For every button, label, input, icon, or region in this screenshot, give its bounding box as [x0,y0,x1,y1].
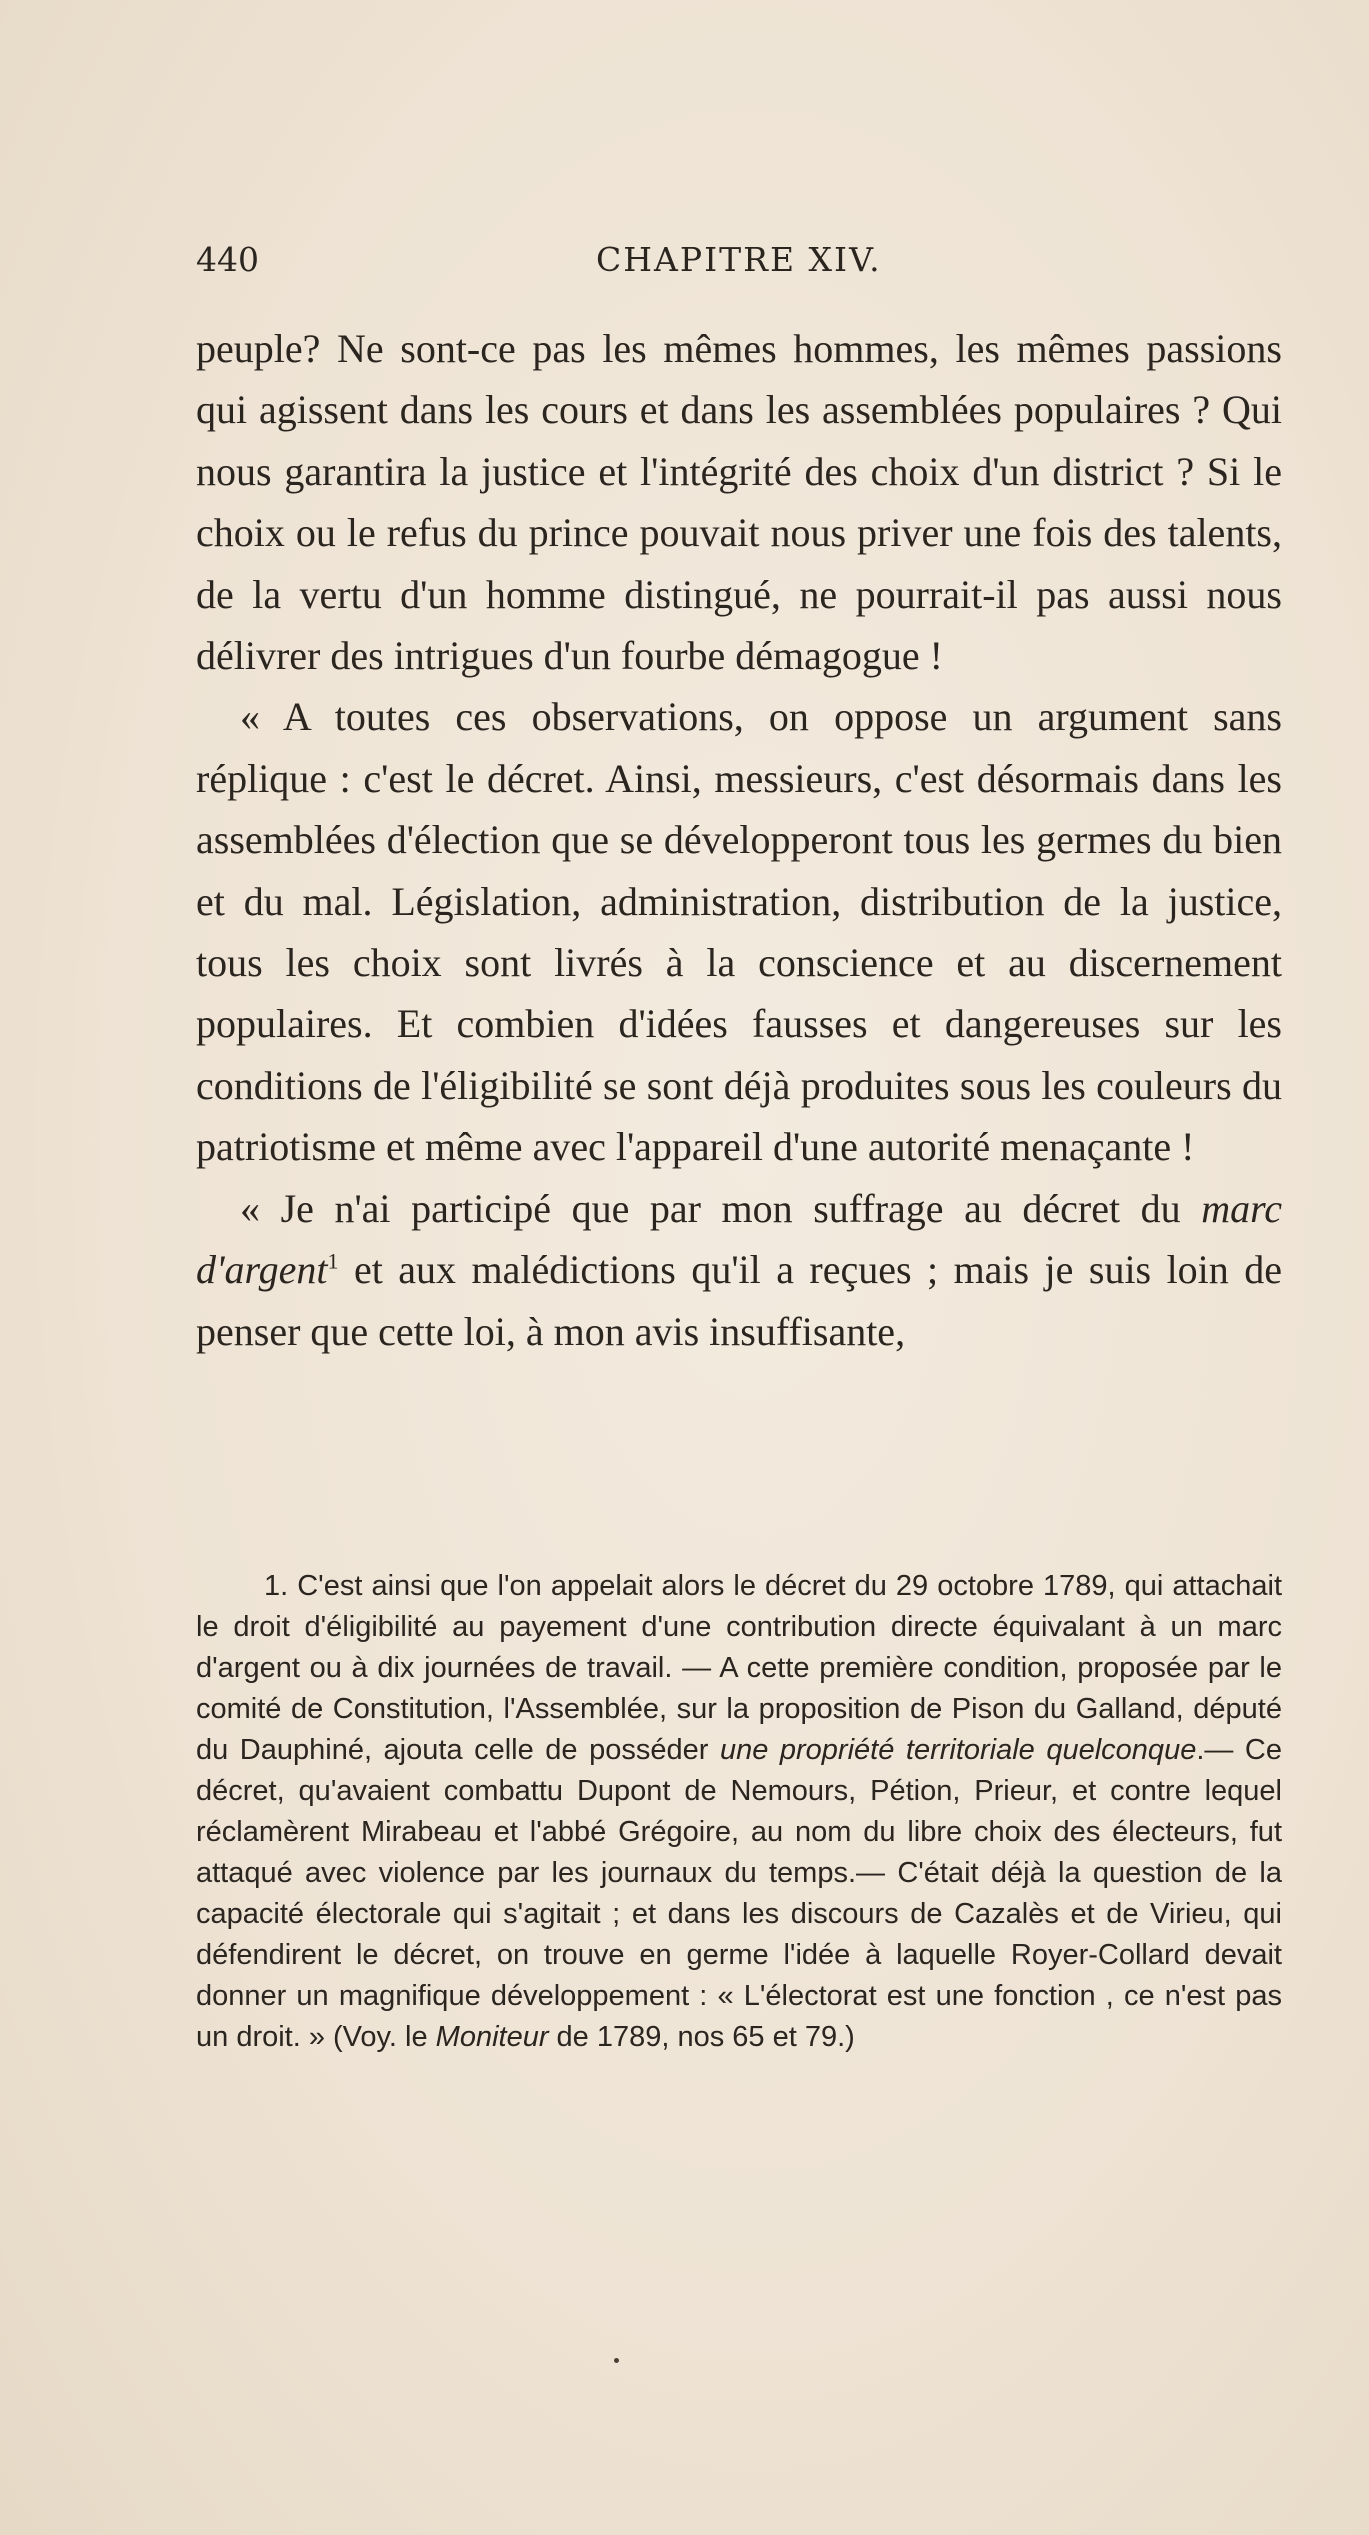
body-text [196,318,1282,1362]
footnote-emphasis-propriete: une propriété territoriale quelconque [719,1734,1197,1766]
paragraph-3 [196,1178,1282,1362]
footnote-part-1: 1. C'est ainsi que l'on appelait alors le décret du 29 octobre 1789, qui attachait le droit d'éligibilité au payement d'une contribution directe équivalant à un marc d'argent ou à dix journées de travail. — A cette première condition, proposée par le comité de Constitution, l'Assemblée, sur la proposition de Pison du Galland, député du Dauphiné, ajouta celle de posséder [196,1570,1282,1766]
footnote-emphasis-moniteur: Moniteur [435,2021,549,2053]
marc-dargent-term: marc d'argent [196,1185,1282,1293]
footnote-part-3: de 1789, nos 65 et 79.) [548,2021,855,2053]
running-head [196,240,1296,288]
footnote-1 [196,1566,1282,2058]
paragraph-1: peuple? Ne sont-ce pas les mêmes hommes, les mêmes passions qui agissent dans les cours et dans les assemblées populaires ? Qui nous garantira la justice et l'intégrité des choix d'un district ? Si le choix ou le refus du prince pouvait nous priver une fois des talents, de la vertu d'un homme distingué, ne pourrait-il pas aussi nous délivrer des intrigues d'un fourbe démagogue ! [196,326,1282,679]
paragraph-2: « A toutes ces observations, on oppose un argument sans réplique : c'est le décret. Ainsi, messieurs, c'est désormais dans les assemblées d'élection que se développeront tous les germes du bien et du mal. Législation, administration, distribution de la justice, tous les choix sont livrés à la conscience et au discernement populaires. Et combien d'idées fausses et dangereuses sur les conditions de l'éligibilité se sont déjà produites sous les couleurs du patriotisme et même avec l'appareil d'une autorité menaçante ! [196,694,1282,1170]
paragraph-3-end: et aux malédictions qu'il a reçues ; mais je suis loin de penser que cette loi, à mon avis insuffisante, [196,1247,1282,1354]
footnote [196,1566,1282,2058]
page-number: 440 [196,240,259,279]
footnote-part-2: .— Ce décret, qu'avaient combattu Dupont de Nemours, Pétion, Prieur, et contre lequel réclamèrent Mirabeau et l'abbé Grégoire, au nom du libre choix des électeurs, fut attaqué avec violence par les journaux du temps.— C'était déjà la question de la capacité électorale qui s'agitait ; et dans les discours de Cazalès et de Virieu, qui défendirent le décret, on trouve en germe l'idée à laquelle Royer-Collard devait donner un magnifique développement : « L'électorat est une fonction , ce n'est pas un droit. » (Voy. le [196,1734,1282,2053]
chapter-title: CHAPITRE XIV. [596,240,882,279]
page-speck [614,2358,619,2363]
footnote-reference[interactable]: 1 [327,1248,339,1274]
paragraph-3-start: « Je n'ai participé que par mon suffrage au décret du [240,1185,1202,1231]
